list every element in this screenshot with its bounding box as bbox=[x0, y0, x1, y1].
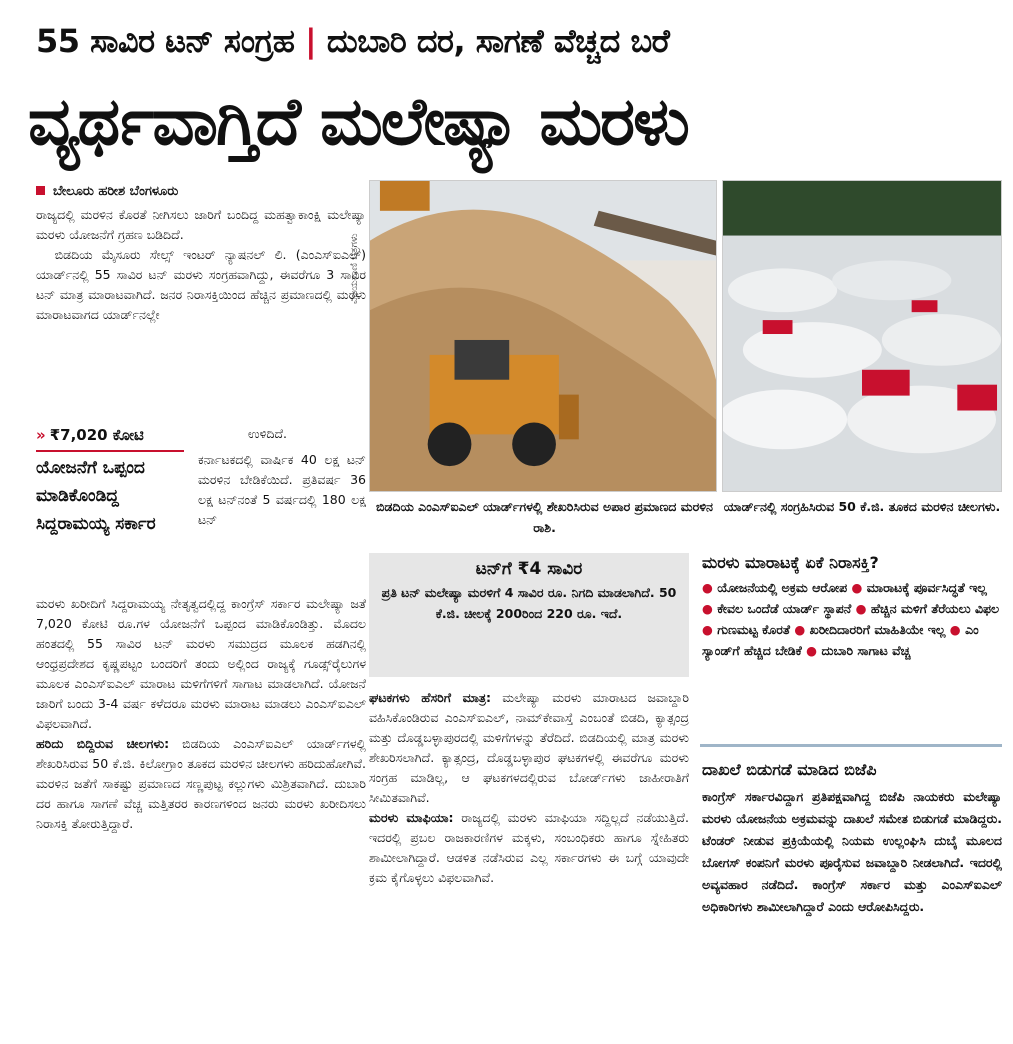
list-item-text: ಗುಣಮಟ್ಟ ಕೊರತೆ bbox=[717, 622, 791, 637]
article-column-1-top bbox=[36, 205, 366, 427]
byline-text: ಬೇಲೂರು ಹರೀಶ ಬೆಂಗಳೂರು bbox=[53, 184, 179, 199]
photo-credit: ವಿಜಯವಾಣಿ ಚಿತ್ರಗಳು bbox=[349, 233, 360, 304]
bullet-icon: ● bbox=[806, 643, 818, 658]
list-item bbox=[794, 622, 945, 637]
bullet-icon: ● bbox=[949, 622, 961, 637]
bullet-icon: ● bbox=[702, 580, 713, 595]
price-infobox bbox=[369, 553, 689, 677]
bullet-icon: ● bbox=[702, 622, 713, 637]
paragraph bbox=[369, 688, 689, 808]
list-item bbox=[856, 601, 1000, 616]
sidebar-divider bbox=[700, 744, 1002, 747]
paragraph-text: ಮಲೇಷ್ಯಾ ಮರಳು ಮಾರಾಟದ ಜವಾಬ್ದಾರಿ ವಹಿಸಿಕೊಂಡಿರುವ ಎಂಎಸ್ಐಎಲ್, ನಾಮ್‌ಕೇವಾಸ್ತೆ ಎಂಬಂತೆ ಬಿಡದಿ, ಕ್ಯಾತ್ಸಂದ್ರ ಮತ್ತು ದೊಡ್ಡಬಳ್ಳಾಪುರದಲ್ಲಿ ಮಳಿಗೆಗಳನ್ನು ತೆರೆದಿದೆ. ಬಿಡದಿಯಲ್ಲಿ ಮಾತ್ರ ಮರಳು ಶೇಖರಿಸಲಾಗಿದೆ. ಕ್ಯಾತ್ಸಂದ್ರ, ದೊಡ್ಡಬಳ್ಳಾಪುರ ಘಟಕಗಳಲ್ಲಿ ಈವರೆಗೂ ಮರಳು ಸಂಗ್ರಹ ಮಾಡಿಲ್ಲ, ಆ ಘಟಕಗಳದಲ್ಲಿರುವ ಬೋರ್ಡ್‌ಗಳು ಜಾಹೀರಾತಿಗೆ ಸೀಮಿತವಾಗಿವೆ. bbox=[369, 690, 689, 805]
list-item-text: ಎಂ ಸ್ಯಾಂಡ್‌ಗೆ ಹೆಚ್ಚಿದ ಬೇಡಿಕೆ bbox=[702, 622, 979, 658]
raquo-icon: » bbox=[36, 426, 46, 444]
headline: ವ್ಯರ್ಥವಾಗ್ತಿದೆ ಮಲೇಷ್ಯಾ ಮರಳು bbox=[28, 83, 688, 160]
paragraph bbox=[36, 734, 366, 834]
reasons-list bbox=[702, 577, 1002, 661]
bullet-icon: ● bbox=[851, 580, 863, 595]
bullet-icon: ● bbox=[855, 601, 867, 616]
paragraph-text: ಬಿಡದಿಯ ಎಂಎಸ್ಐಎಲ್ ಯಾರ್ಡ್‌ಗಳಲ್ಲಿ ಶೇಖರಿಸಿರುವ 50 ಕೆ.ಜಿ. ಕಿಲೋಗ್ರಾಂ ತೂಕದ ಮರಳಿನ ಚೀಲಗಳು ಹರಿದುಹೋಗಿವೆ. ಮರಳಿನ ಜತೆಗೆ ಸಾಕಷ್ಟು ಪ್ರಮಾಣದ ಸಣ್ಣಪುಟ್ಟ ಕಲ್ಲುಗಳು ಮಿಶ್ರಿತವಾಗಿದೆ. ದುಬಾರಿ ದರ ಹಾಗೂ ಸಾಗಣೆ ವೆಚ್ಚ ಮತ್ತಿತರರ ಕಾರಣಗಳಿಂದ ಜನರು ಮರಳು ಖರೀದಿಸಲು ನಿರಾಸಕ್ತಿ ತೋರುತ್ತಿದ್ದಾರೆ. bbox=[36, 736, 366, 831]
bullet-icon: ● bbox=[794, 622, 806, 637]
bullet-icon: ● bbox=[702, 601, 713, 616]
paragraph-tail: ಉಳಿದಿದೆ. bbox=[248, 426, 288, 441]
paragraph: ಬಿಡದಿಯ ಮೈಸೂರು ಸೇಲ್ಸ್ ಇಂಟರ್ ನ್ಯಾಷನಲ್ ಲಿ. (ಎಂಎಸ್ಐಎಲ್) ಯಾರ್ಡ್‌ನಲ್ಲಿ 55 ಸಾವಿರ ಟನ್ ಮರಳು ಸಂಗ್ರಹವಾಗಿದ್ದು, ಈವರೆಗೂ 3 ಸಾವಿರ ಟನ್ ಮಾತ್ರ ಮಾರಾಟವಾಗಿದೆ. ಜನರ ನಿರಾಸಕ್ತಿಯಿಂದ ಹೆಚ್ಚಿನ ಪ್ರಮಾಣದಲ್ಲಿ ಮರಳು ಮಾರಾಟವಾಗದ ಯಾರ್ಡ್‌ನಲ್ಲೇ bbox=[36, 247, 366, 322]
sand-pile-photo bbox=[369, 180, 717, 492]
list-item-text: ಹೆಚ್ಚಿನ ಮಳಿಗೆ ತೆರೆಯಲು ವಿಫಲ bbox=[870, 601, 1000, 616]
paragraph bbox=[369, 808, 689, 888]
article-column-1-bottom bbox=[36, 594, 366, 1034]
infobox-text: ಪ್ರತಿ ಟನ್ ಮಲೇಷ್ಯಾ ಮರಳಿಗೆ 4 ಸಾವಿರ ರೂ. ನಿಗದಿ ಮಾಡಲಾಗಿದೆ. 50 ಕೆ.ಜಿ. ಚೀಲಕ್ಕೆ 200ರಿಂದ 220 ರೂ. ಇದೆ. bbox=[381, 585, 677, 621]
subhead: ಮರಳು ಮಾಫಿಯಾ: bbox=[369, 810, 454, 825]
bjp-sidebar bbox=[702, 760, 1002, 1036]
article-column-1-side: ಕರ್ನಾಟಕದಲ್ಲಿ ವಾರ್ಷಿಕ 40 ಲಕ್ಷ ಟನ್ ಮರಳಿನ ಬೇಡಿಕೆಯಿದೆ. ಪ್ರತಿವರ್ಷ 36 ಲಕ್ಷ ಟನ್‌ನಂತೆ 5 ವರ್ಷದಲ್ಲಿ 180 ಲಕ್ಷ ಟನ್ bbox=[198, 452, 366, 527]
byline-marker bbox=[36, 186, 45, 195]
paragraph: ರಾಜ್ಯದಲ್ಲಿ ಮರಳಿನ ಕೊರತೆ ನೀಗಿಸಲು ಜಾರಿಗೆ ಬಂದಿದ್ದ ಮಹತ್ವಾಕಾಂಕ್ಷಿ ಮಲೇಷ್ಯಾ ಮರಳು ಯೋಜನೆಗೆ ಗ್ರಹಣ ಬಡಿದಿದೆ. bbox=[36, 207, 366, 242]
reasons-sidebar bbox=[702, 553, 1002, 703]
subheadline-separator: | bbox=[305, 22, 317, 60]
infobox-title: ಟನ್‌ಗೆ ₹4 ಸಾವಿರ bbox=[475, 559, 583, 579]
paragraph: ಮರಳು ಖರೀದಿಗೆ ಸಿದ್ದರಾಮಯ್ಯ ನೇತೃತ್ವದಲ್ಲಿದ್ದ ಕಾಂಗ್ರೆಸ್ ಸರ್ಕಾರ ಮಲೇಷ್ಯಾ ಜತೆ 7,020 ಕೋಟಿ ರೂ.ಗಳ ಯೋಜನೆಗೆ ಒಪ್ಪಂದ ಮಾಡಿಕೊಂಡಿತ್ತು. ಮೊದಲ ಹಂತದಲ್ಲಿ 55 ಸಾವಿರ ಟನ್ ಮರಳು ಸಮುದ್ರದ ಮೂಲಕ ಹಡಗಿನಲ್ಲಿ ಆಂಧ್ರಪ್ರದೇಶದ ಕೃಷ್ಣಪಟ್ಟಂ ಬಂದರಿಗೆ ತಂದು ಅಲ್ಲಿಂದ ರಾಜ್ಯಕ್ಕೆ ಗೂಡ್ಸ್‌ರೈಲುಗಳ ಮೂಲಕ ಎಂಎಸ್ಐಎಲ್ ಮಾರಾಟ ಮಳಿಗೆಗಳಿಗೆ ಸಾಗಾಟ ಮಾಡಲಾಗಿದೆ. ಯೋಜನೆ ಜಾರಿಗೆ ಬಂದು 3-4 ವರ್ಷ ಕಳೆದರೂ ಮರಳು ಮಾರಾಟ ಮಾಡಲು ಎಂಎಸ್ಐಎಲ್ ವಿಫಲವಾಗಿದೆ. bbox=[36, 596, 366, 731]
list-item-text: ಯೋಜನೆಯಲ್ಲಿ ಅಕ್ರಮ ಆರೋಪ bbox=[717, 580, 848, 595]
pull-quote: ಯೋಜನೆಗೆ ಒಪ್ಪಂದ ಮಾಡಿಕೊಂಡಿದ್ದ ಸಿದ್ದರಾಮಯ್ಯ ಸರ್ಕಾರ bbox=[36, 450, 184, 590]
sand-bags-photo bbox=[722, 180, 1002, 492]
list-item bbox=[702, 622, 790, 637]
list-item bbox=[702, 601, 851, 616]
list-item bbox=[702, 580, 847, 595]
photo-caption: ಯಾರ್ಡ್‌ನಲ್ಲಿ ಸಂಗ್ರಹಿಸಿರುವ 50 ಕೆ.ಜಿ. ತೂಕದ ಮರಳಿನ ಚೀಲಗಳು. bbox=[723, 499, 1001, 514]
subheadline-right: ದುಬಾರಿ ದರ, ಸಾಗಣೆ ವೆಚ್ಚದ ಬರೆ bbox=[326, 22, 670, 60]
byline bbox=[36, 184, 366, 204]
list-item bbox=[806, 643, 910, 658]
list-item-text: ಖರೀದಿದಾರರಿಗೆ ಮಾಹಿತಿಯೇ ಇಲ್ಲ bbox=[809, 622, 946, 637]
subheadline-left: 55 ಸಾವಿರ ಟನ್ ಸಂಗ್ರಹ bbox=[36, 22, 295, 60]
paragraph-text: ರಾಜ್ಯದಲ್ಲಿ ಮರಳು ಮಾಫಿಯಾ ಸದ್ದಿಲ್ಲದೆ ನಡೆಯುತ್ತಿದೆ. ಇದರಲ್ಲಿ ಪ್ರಬಲ ರಾಜಕಾರಣಿಗಳ ಮಕ್ಕಳು, ಸಂಬಂಧಿಕರು ಹಾಗೂ ಸ್ನೇಹಿತರು ಶಾಮೀಲಾಗಿದ್ದಾರೆ. ಆಡಳಿತ ನಡೆಸಿರುವ ಎಲ್ಲ ಸರ್ಕಾರಗಳು ಈ ಬಗ್ಗೆ ಯಾವುದೇ ಕ್ರಮ ಕೈಗೊಳ್ಳಲು ವಿಫಲವಾಗಿವೆ. bbox=[369, 810, 689, 885]
article-column-2 bbox=[369, 688, 689, 1034]
sidebar-title: ಮರಳು ಮಾರಾಟಕ್ಕೆ ಏಕೆ ನಿರಾಸಕ್ತಿ? bbox=[702, 553, 879, 572]
sidebar-title: ದಾಖಲೆ ಬಿಡುಗಡೆ ಮಾಡಿದ ಬಿಜೆಪಿ bbox=[702, 760, 877, 779]
list-item bbox=[851, 580, 986, 595]
list-item-text: ದುಬಾರಿ ಸಾಗಾಟ ವೆಚ್ಚ bbox=[821, 643, 911, 658]
list-item-text: ಮಾರಾಟಕ್ಕೆ ಪೂರ್ವಸಿದ್ಧತೆ ಇಲ್ಲ bbox=[866, 580, 987, 595]
sidebar-text: ಕಾಂಗ್ರೆಸ್ ಸರ್ಕಾರವಿದ್ದಾಗ ಪ್ರತಿಪಕ್ಷವಾಗಿದ್ದ ಬಿಜೆಪಿ ನಾಯಕರು ಮಲೇಷ್ಯಾ ಮರಳು ಯೋಜನೆಯ ಅಕ್ರಮವನ್ನು ದಾಖಲೆ ಸಮೇತ ಬಿಡುಗಡೆ ಮಾಡಿದ್ದರು. ಟೆಂಡರ್ ನೀಡುವ ಪ್ರಕ್ರಿಯೆಯಲ್ಲಿ ನಿಯಮ ಉಲ್ಲಂಘಿಸಿ ದುಬೈ ಮೂಲದ ಬೋಗಸ್ ಕಂಪನಿಗೆ ಮರಳು ಪೂರೈಸುವ ಜವಾಬ್ದಾರಿ ನೀಡಲಾಗಿದೆ. ಇದರಲ್ಲಿ ಅವ್ಯವಹಾರ ನಡೆದಿದೆ. ಕಾಂಗ್ರೆಸ್ ಸರ್ಕಾರ ಮತ್ತು ಎಂಎಸ್ಐಎಲ್ ಅಧಿಕಾರಿಗಳು ಶಾಮೀಲಾಗಿದ್ದಾರೆ ಎಂದು ಆರೋಪಿಸಿದ್ದರು. bbox=[702, 789, 1002, 914]
list-item-text: ಕೇವಲ ಒಂದೆಡೆ ಯಾರ್ಡ್ ಸ್ಥಾಪನೆ bbox=[717, 601, 852, 616]
pull-amount-text: ₹7,020 ಕೋಟಿ bbox=[49, 426, 144, 444]
subhead: ಹರಿದು ಬಿದ್ದಿರುವ ಚೀಲಗಳು: bbox=[36, 736, 170, 751]
subheadline bbox=[36, 22, 1011, 66]
subhead: ಘಟಕಗಳು ಹೆಸರಿಗೆ ಮಾತ್ರ: bbox=[369, 690, 492, 705]
pull-amount bbox=[36, 426, 236, 448]
photo-caption: ಬಿಡದಿಯ ಎಂಎಸ್ಐಎಲ್ ಯಾರ್ಡ್‌ಗಳಲ್ಲಿ ಶೇಖರಿಸಿರುವ ಅಪಾರ ಪ್ರಮಾಣದ ಮರಳಿನ ರಾಶಿ. bbox=[376, 499, 713, 535]
